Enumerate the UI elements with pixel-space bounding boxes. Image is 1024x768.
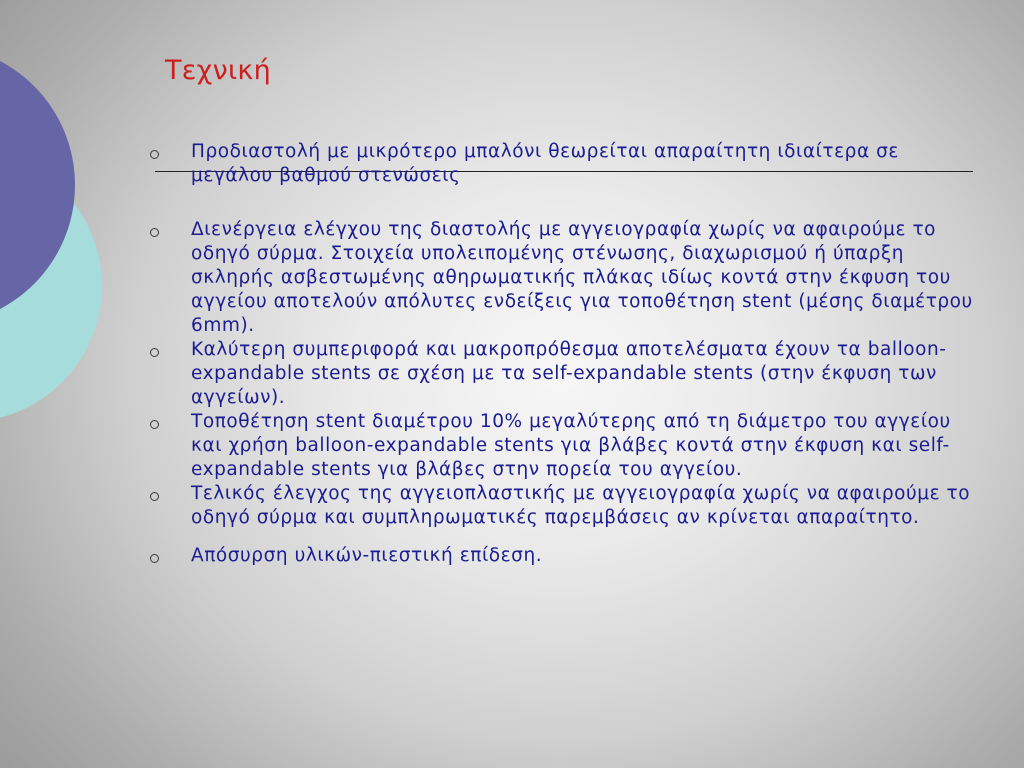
bullet-item	[150, 140, 980, 188]
bullet-item	[150, 482, 980, 530]
bullet-item	[150, 218, 980, 338]
bullet-text: Τοποθέτηση stent διαμέτρου 10% μεγαλύτερης από τη διάμετρο του αγγείου και χρήση balloon-expandable stents για βλάβες κοντά στην έκφυση και self-expandable stents για βλάβες στην πορεία του αγγείου.	[191, 411, 951, 480]
bullet-circle-icon	[150, 554, 159, 563]
bullet-text: Καλύτερη συμπεριφορά και μακροπρόθεσμα αποτελέσματα έχουν τα balloon-expandable stents σε σχέση με τα self-expandable stents (στην έκφυση των αγγείων).	[191, 339, 947, 408]
bullet-item	[150, 410, 980, 482]
bullet-text: Προδιαστολή με μικρότερο μπαλόνι θεωρείται απαραίτητη ιδιαίτερα σε μεγάλου βαθμού στενώσεις	[191, 141, 899, 186]
bullet-item	[150, 338, 980, 410]
bullet-circle-icon	[150, 228, 159, 237]
bullet-text: Διενέργεια ελέγχου της διαστολής με αγγειογραφία χωρίς να αφαιρούμε το οδηγό σύρμα. Στοιχεία υπολειπομένης στένωσης, διαχωρισμού ή ύπαρξη σκληρής ασβεστωμένης αθηρωματικής πλάκας ιδίως κοντά στην έκφυση του αγγείου αποτελούν απόλυτες ενδείξεις για τοποθέτηση stent (μέσης διαμέτρου 6mm).	[191, 219, 973, 336]
bullet-circle-icon	[150, 492, 159, 501]
bullet-circle-icon	[150, 348, 159, 357]
slide-title: Τεχνική	[165, 55, 272, 86]
bullet-text: Τελικός έλεγχος της αγγειοπλαστικής με αγγειογραφία χωρίς να αφαιρούμε το οδηγό σύρμα και συμπληρωματικές παρεμβάσεις αν κρίνεται απαραίτητο.	[191, 483, 971, 528]
bullet-circle-icon	[150, 150, 159, 159]
bullet-item	[150, 544, 980, 568]
bullet-list	[150, 140, 980, 568]
bullet-text: Απόσυρση υλικών-πιεστική επίδεση.	[191, 545, 543, 566]
bullet-circle-icon	[150, 420, 159, 429]
